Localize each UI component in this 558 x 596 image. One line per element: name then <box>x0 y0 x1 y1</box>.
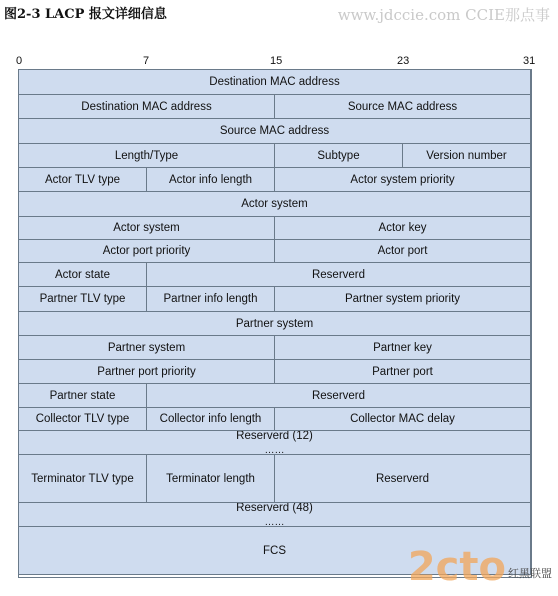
field-cell <box>19 336 275 360</box>
field-label: Terminator length <box>166 472 255 485</box>
field-label: Terminator TLV type <box>31 472 134 485</box>
field-label: Source MAC address <box>347 100 458 113</box>
field-cell <box>275 408 531 431</box>
field-cell <box>19 287 147 312</box>
field-label: Collector MAC delay <box>350 413 455 425</box>
field-cell <box>275 336 531 360</box>
field-label: Partner system <box>235 317 314 330</box>
field-label: Actor info length <box>168 173 253 186</box>
field-label: Destination MAC address <box>209 76 340 88</box>
field-cell <box>19 217 275 240</box>
bit-label-7: 7 <box>143 55 150 67</box>
field-cell <box>147 384 531 408</box>
field-label: Partner system <box>107 341 186 354</box>
field-label: Version number <box>426 149 507 162</box>
field-label: Subtype <box>317 149 360 162</box>
field-cell <box>19 168 147 192</box>
field-label: Reserverd <box>375 472 430 485</box>
field-label: Partner port <box>372 365 433 378</box>
field-cell <box>19 192 531 217</box>
field-cell <box>147 455 275 503</box>
field-cell <box>147 263 531 287</box>
field-label: Actor system <box>241 198 308 210</box>
field-label: Partner key <box>373 341 432 354</box>
field-label: Actor state <box>55 268 110 281</box>
field-cell <box>275 240 531 263</box>
field-cell <box>19 240 275 263</box>
field-cell <box>19 70 531 95</box>
field-label: Partner state <box>49 389 116 402</box>
field-label: FCS <box>263 544 286 557</box>
field-cell <box>19 144 275 168</box>
field-cell <box>403 144 531 168</box>
field-cell <box>19 431 531 455</box>
field-label: Reserverd (48) <box>236 503 313 514</box>
field-cell <box>19 503 531 527</box>
field-cell <box>19 312 531 336</box>
field-cell <box>19 384 147 408</box>
figure-title: 图2-3 LACP 报文详细信息 <box>4 7 167 22</box>
field-cell <box>19 408 147 431</box>
bit-label-0: 0 <box>16 55 23 67</box>
watermark-url: www.jdccie.com CCIE那点事 <box>337 6 550 24</box>
field-label: Actor port <box>377 245 428 257</box>
field-label: Length/Type <box>114 149 179 162</box>
field-label: Actor TLV type <box>45 173 120 186</box>
field-cell <box>19 263 147 287</box>
field-cell <box>19 455 147 503</box>
field-cell <box>147 408 275 431</box>
field-label: Partner port priority <box>97 365 196 378</box>
field-label: Partner TLV type <box>39 293 126 305</box>
field-label: Reserverd <box>311 389 366 402</box>
logo-sub-text: 红黑联盟 <box>508 567 552 580</box>
field-cell <box>19 95 275 119</box>
field-cell <box>19 119 531 144</box>
field-cell <box>275 95 531 119</box>
field-cell <box>147 168 275 192</box>
bit-label-31: 31 <box>523 55 536 67</box>
field-cell <box>275 287 531 312</box>
field-label: Partner info length <box>163 293 258 305</box>
bit-label-23: 23 <box>397 55 410 67</box>
field-cell <box>275 360 531 384</box>
field-label: Destination MAC address <box>81 100 212 113</box>
field-label: Collector info length <box>159 413 262 425</box>
field-label: Collector TLV type <box>35 413 130 425</box>
lacp-packet-format-table <box>18 69 532 578</box>
bit-label-15: 15 <box>270 55 283 67</box>
ellipsis-dots: …… <box>264 516 285 527</box>
field-label: Source MAC address <box>219 125 330 137</box>
field-cell <box>275 168 531 192</box>
field-label: Actor port priority <box>102 245 191 257</box>
field-label: Reserverd (12) <box>236 431 313 442</box>
field-cell <box>275 217 531 240</box>
field-cell <box>147 287 275 312</box>
field-label: Actor system priority <box>350 173 455 186</box>
field-label: Reserverd <box>311 268 366 281</box>
site-logo <box>408 544 552 590</box>
field-label: Partner system priority <box>344 293 461 305</box>
logo-main-text: 2cto <box>407 544 506 590</box>
field-cell <box>275 455 531 503</box>
field-cell <box>275 144 403 168</box>
ellipsis-dots: …… <box>264 444 285 455</box>
field-label: Actor system <box>113 222 180 234</box>
field-cell <box>19 360 275 384</box>
field-label: Actor key <box>378 222 427 234</box>
